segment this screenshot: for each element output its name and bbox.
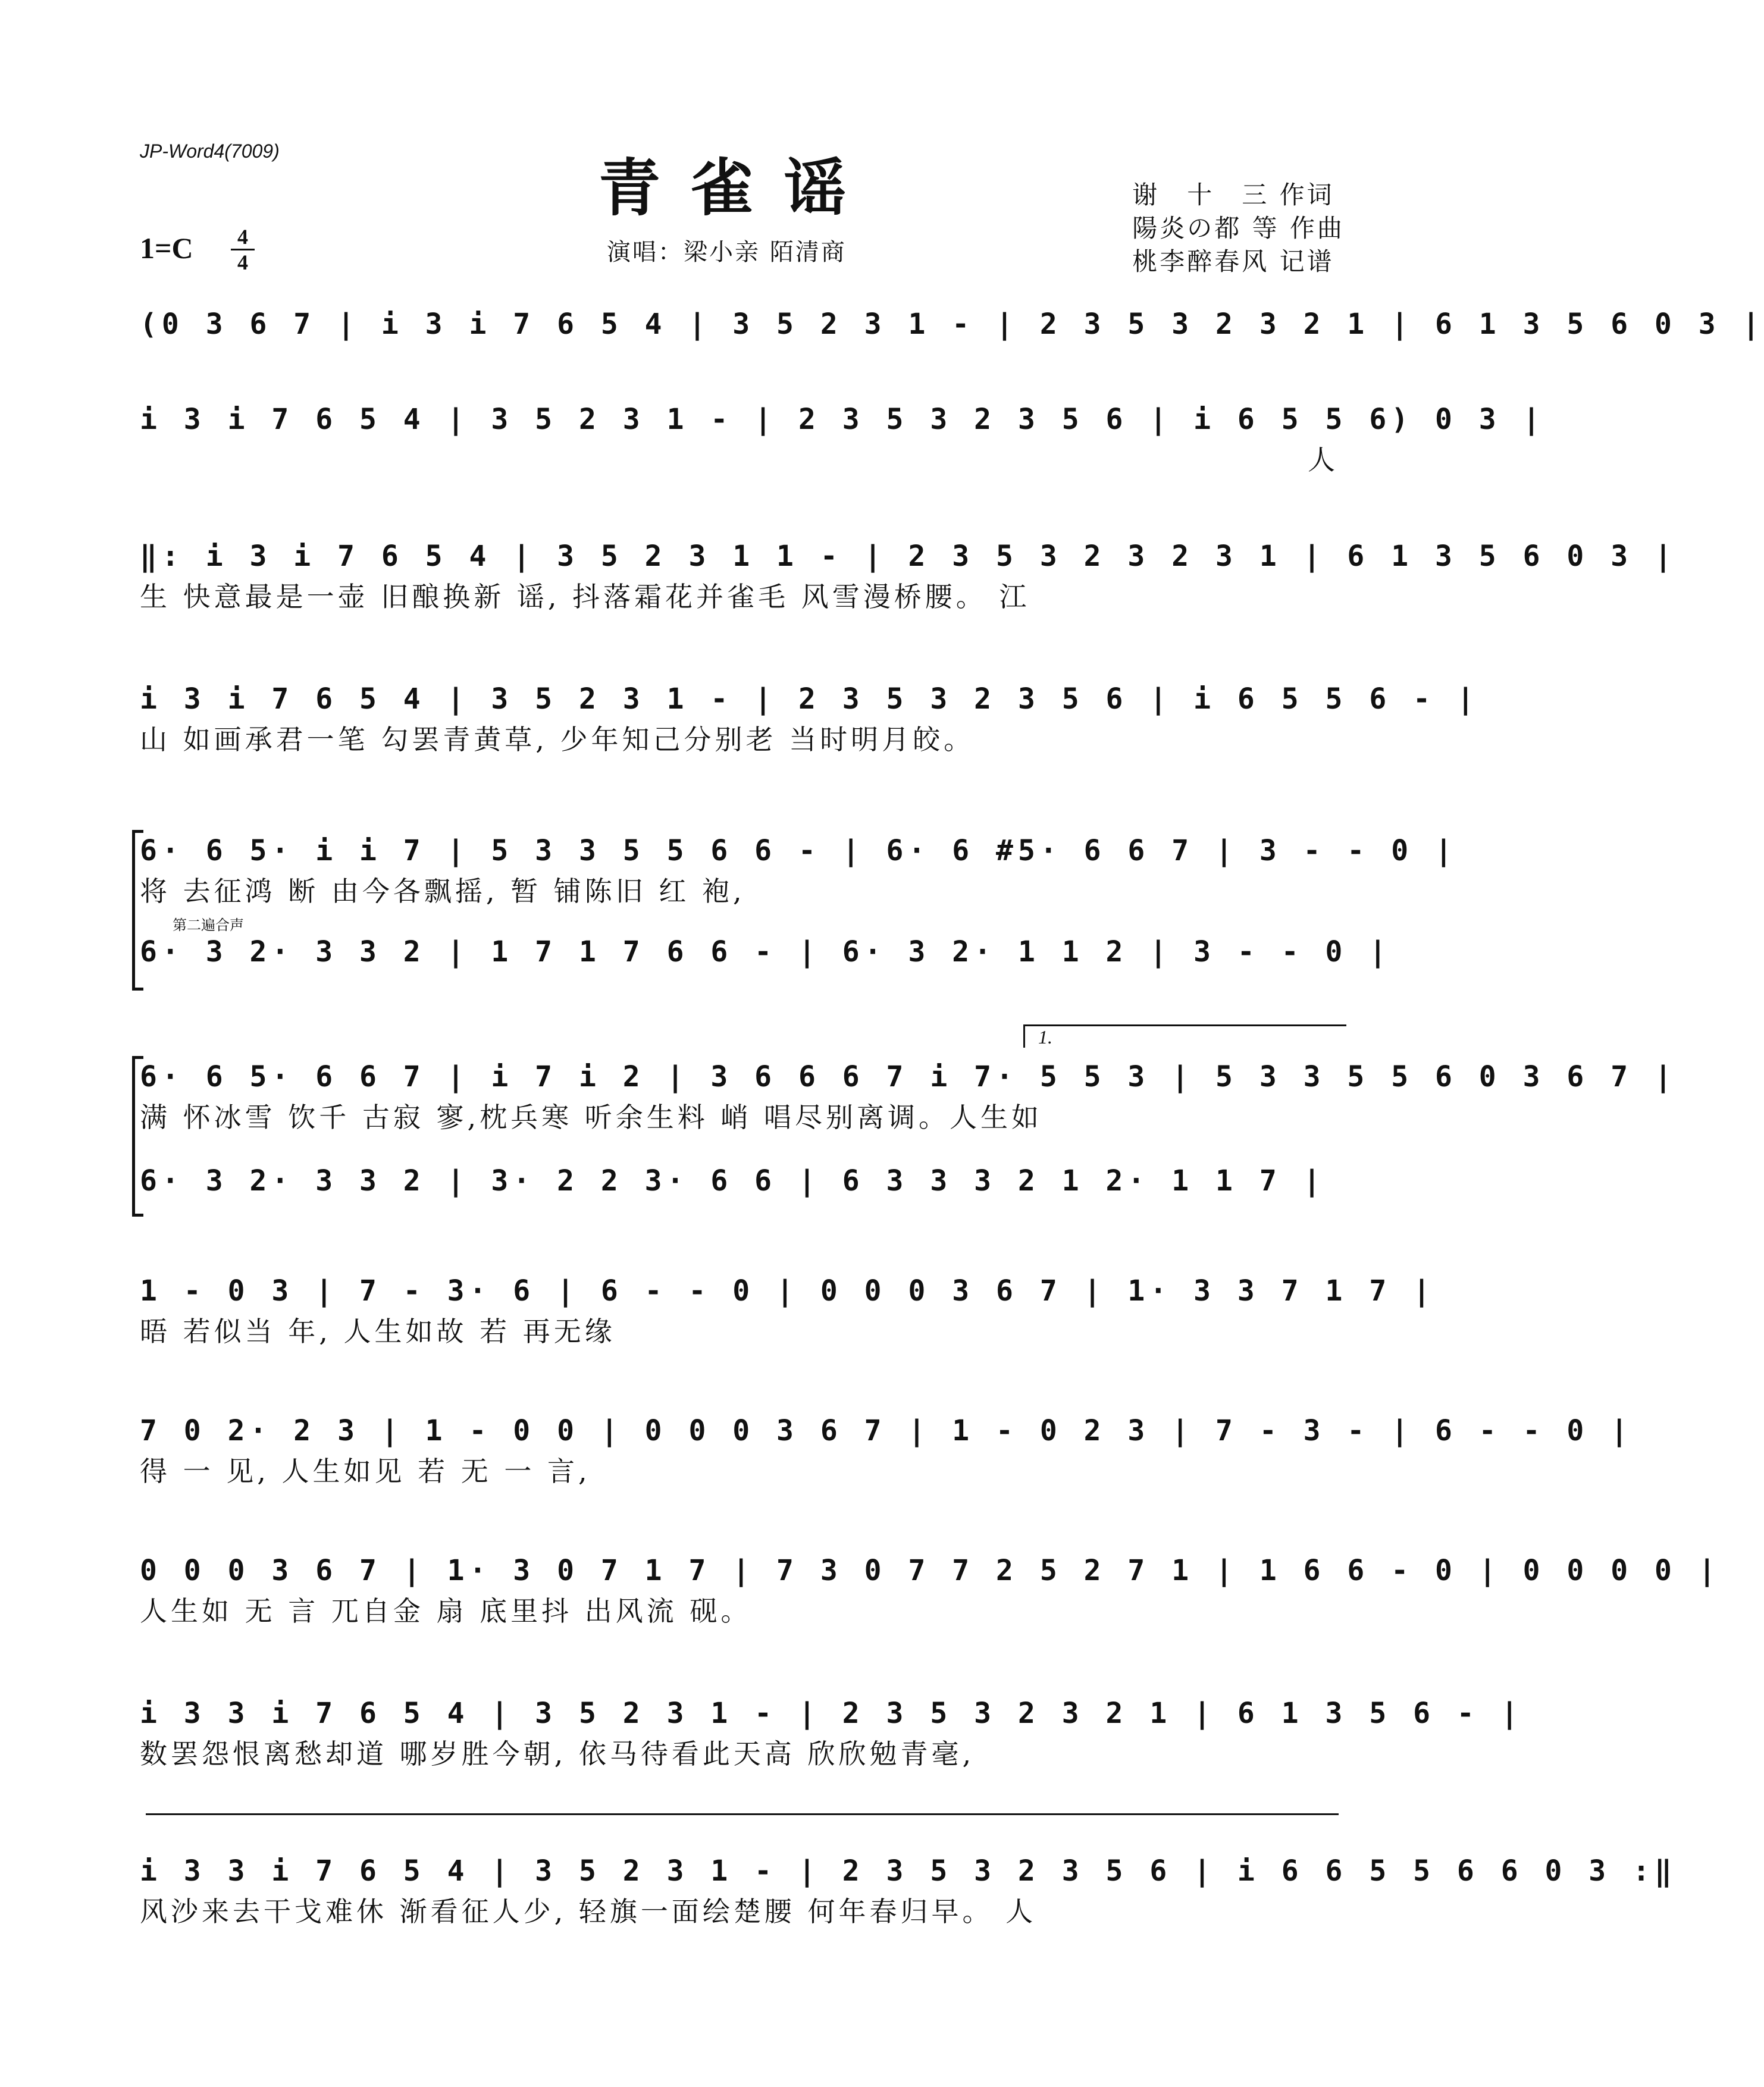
lyrics-line-13: 风沙来去干戈难休 渐看征人少, 轻旗一面绘楚腰 何年春归早。 人 bbox=[140, 1895, 1037, 1928]
notes-line-2: i 3 i 7 6 5 4 | 3 5 2 3 1 - | 2 3 5 3 2 3 5 6 | i 6 5 5 6) 0 3 | bbox=[140, 403, 1545, 436]
lyrics-line-4: 山 如画承君一笔 勾罢青黄草, 少年知己分别老 当时明月皎。 bbox=[140, 723, 975, 756]
key-signature: 1=C bbox=[140, 231, 193, 265]
staff-line-3 bbox=[140, 535, 1677, 616]
credits-block bbox=[1132, 178, 1345, 278]
notes-line-10: 7 0 2· 2 3 | 1 - 0 0 | 0 0 0 3 6 7 | 1 - 0 2 3 | 7 - 3 - | 6 - - 0 | bbox=[140, 1414, 1633, 1447]
notes-line-1: (0 3 6 7 | i 3 i 7 6 5 4 | 3 5 2 3 1 - | 2 3 5 3 2 3 2 1 | 6 1 3 5 6 0 3 | bbox=[140, 308, 1764, 341]
notes-line-11: 0 0 0 3 6 7 | 1· 3 0 7 1 7 | 7 3 0 7 7 2 5 2 7 1 | 1 6 6 - 0 | 0 0 0 0 | bbox=[140, 1554, 1721, 1587]
lyrics-line-11: 人生如 无 言 兀自金 扇 底里抖 出风流 砚。 bbox=[140, 1595, 752, 1627]
staff-line-6 bbox=[140, 931, 1392, 973]
notes-line-3: ‖: i 3 i 7 6 5 4 | 3 5 2 3 1 1 - | 2 3 5 3 2 3 2 3 1 | 6 1 3 5 6 0 3 | bbox=[140, 540, 1677, 573]
staff-line-11 bbox=[140, 1550, 1721, 1631]
volta-bracket bbox=[1023, 1024, 1346, 1048]
song-title: 青雀谣 bbox=[598, 151, 877, 224]
notes-line-5: 6· 6 5· i i 7 | 5 3 3 5 5 6 6 - | 6· 6 #5· 6 6 7 | 3 - - 0 | bbox=[140, 834, 1457, 867]
staff-line-12 bbox=[140, 1693, 1523, 1773]
staff-line-4 bbox=[140, 678, 1479, 759]
lyrics-line-10: 得 一 见, 人生如见 若 无 一 言, bbox=[140, 1455, 591, 1487]
lyrics-line-9: 晤 若似当 年, 人生如故 若 再无缘 bbox=[140, 1315, 616, 1348]
time-signature bbox=[231, 226, 255, 273]
lyrics-line-12: 数罢怨恨离愁却道 哪岁胜今朝, 依马待看此天高 欣欣勉青毫, bbox=[140, 1738, 975, 1770]
lyrics-line-2: 人 bbox=[1308, 444, 1339, 476]
second-voice-label: 第二遍合声 bbox=[173, 917, 244, 933]
notes-line-8: 6· 3 2· 3 3 2 | 3· 2 2 3· 6 6 | 6 3 3 3 2 1 2· 1 1 7 | bbox=[140, 1164, 1326, 1198]
staff-line-8 bbox=[140, 1160, 1339, 1202]
notes-line-9: 1 - 0 3 | 7 - 3· 6 | 6 - - 0 | 0 0 0 3 6 7 | 1· 3 3 7 1 7 | bbox=[140, 1274, 1436, 1308]
notes-line-6: 6· 3 2· 3 3 2 | 1 7 1 7 6 6 - | 6· 3 2· 1 1 2 | 3 - - 0 | bbox=[140, 935, 1392, 969]
time-signature-bottom: 4 bbox=[237, 250, 248, 274]
volta-label: 1. bbox=[1038, 1026, 1052, 1048]
lyrics-line-3: 生 快意最是一壶 旧酿换新 谣, 抖落霜花并雀毛 风雪漫桥腰。 江 bbox=[140, 581, 1030, 613]
ending-bracket bbox=[146, 1813, 1339, 1837]
notes-line-13: i 3 3 i 7 6 5 4 | 3 5 2 3 1 - | 2 3 5 3 2 3 5 6 | i 6 6 5 5 6 6 0 3 :‖ bbox=[140, 1854, 1677, 1888]
staff-line-13 bbox=[140, 1850, 1677, 1931]
staff-line-9 bbox=[140, 1270, 1436, 1351]
notes-line-12: i 3 3 i 7 6 5 4 | 3 5 2 3 1 - | 2 3 5 3 2 3 2 1 | 6 1 3 5 6 - | bbox=[140, 1697, 1523, 1730]
staff-line-2 bbox=[140, 399, 1545, 480]
staff-line-10 bbox=[140, 1410, 1633, 1491]
transcriber-credit: 桃李醉春风 记谱 bbox=[1132, 247, 1334, 276]
lyrics-line-5: 将 去征鸿 断 由今各飘摇, 暂 铺陈旧 红 袍, bbox=[140, 875, 745, 907]
lyrics-line-7: 满 怀冰雪 饮千 古寂 寥,枕兵寒 听余生料 峭 唱尽别离调。人生如 bbox=[140, 1101, 1042, 1133]
notes-line-4: i 3 i 7 6 5 4 | 3 5 2 3 1 - | 2 3 5 3 2 3 5 6 | i 6 5 5 6 - | bbox=[140, 682, 1479, 716]
staff-line-5 bbox=[140, 830, 1457, 911]
notes-line-7: 6· 6 5· 6 6 7 | i 7 i 2 | 3 6 6 6 7 i 7· 5 5 3 | 5 3 3 5 5 6 0 3 6 7 | bbox=[140, 1060, 1677, 1093]
staff-line-1 bbox=[140, 303, 1764, 345]
lyricist-credit: 谢 十 三 作词 bbox=[1132, 180, 1334, 209]
composer-credit: 陽炎の都 等 作曲 bbox=[1132, 214, 1345, 243]
singer-credit: 演唱：梁小亲 陌清商 bbox=[607, 239, 847, 266]
staff-line-7 bbox=[140, 1056, 1677, 1137]
time-signature-top: 4 bbox=[237, 225, 248, 249]
software-label: JP-Word4(7009) bbox=[140, 140, 280, 162]
